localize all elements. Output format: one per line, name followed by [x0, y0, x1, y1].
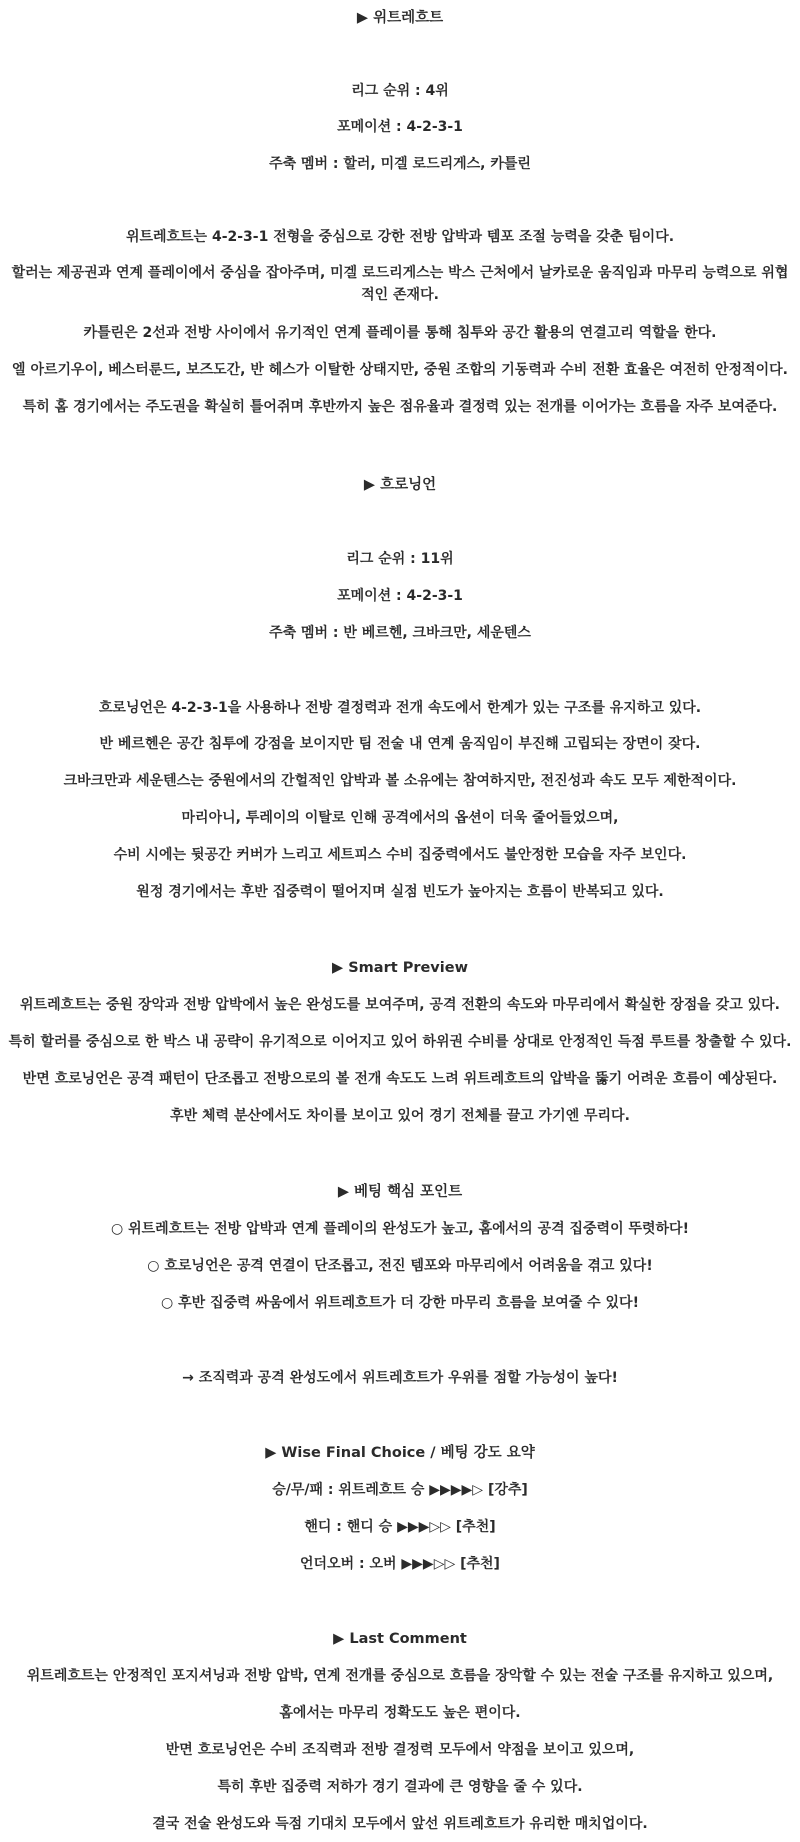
utrecht-league-rank: 리그 순위 : 4위 — [351, 83, 449, 99]
utrecht-paragraph: 할러는 제공권과 연계 플레이에서 중심을 잡아주며, 미겔 로드리게스는 박스 근처에서 날카로운 움직임과 마무리 능력으로 위협적인 존재다. — [11, 265, 789, 303]
preview-paragraph: 특히 할러를 중심으로 한 박스 내 공략이 유기적으로 이어지고 있어 하위권 수비를 상대로 안정적인 득점 루트를 창출할 수 있다. — [8, 1034, 792, 1050]
pick-win-draw-loss: 승/무/패 : 위트레흐트 승 ▶▶▶▶▷ [강추] — [272, 1482, 528, 1498]
comment-paragraph: 결국 전술 완성도와 득점 기대치 모두에서 앞선 위트레흐트가 유리한 매치업이다. — [152, 1816, 648, 1832]
betting-point: ○ 후반 집중력 싸움에서 위트레흐트가 더 강한 마무리 흐름을 보여줄 수 있다! — [161, 1295, 639, 1311]
groningen-key-players: 주축 멤버 : 반 베르헨, 크바크만, 세운텐스 — [269, 625, 531, 641]
preview-paragraph: 후반 체력 분산에서도 차이를 보이고 있어 경기 전체를 끌고 가기엔 무리다. — [170, 1108, 630, 1124]
utrecht-key-players: 주축 멤버 : 할러, 미겔 로드리게스, 카틀린 — [269, 156, 531, 172]
betting-point: ○ 흐로닝언은 공격 연결이 단조롭고, 전진 템포와 마무리에서 어려움을 겪고 있다! — [147, 1258, 653, 1274]
preview-paragraph: 반면 흐로닝언은 공격 패턴이 단조롭고 전방으로의 볼 전개 속도도 느려 위트레흐트의 압박을 뚫기 어려운 흐름이 예상된다. — [22, 1071, 778, 1087]
utrecht-paragraph: 카틀린은 2선과 전방 사이에서 유기적인 연계 플레이를 통해 침투와 공간 활용의 연결고리 역할을 한다. — [83, 325, 717, 341]
section-heading-groningen: ▶ 흐로닝언 — [363, 477, 437, 493]
section-heading-smart-preview: ▶ Smart Preview — [332, 960, 468, 976]
pick-over-under: 언더오버 : 오버 ▶▶▶▷▷ [추천] — [300, 1556, 500, 1572]
section-heading-last-comment: ▶ Last Comment — [333, 1631, 467, 1647]
groningen-paragraph: 수비 시에는 뒷공간 커버가 느리고 세트피스 수비 집중력에서도 불안정한 모습을 자주 보인다. — [113, 847, 687, 863]
groningen-paragraph: 크바크만과 세운텐스는 중원에서의 간헐적인 압박과 볼 소유에는 참여하지만, 전진성과 속도 모두 제한적이다. — [63, 773, 737, 789]
comment-paragraph: 반면 흐로닝언은 수비 조직력과 전방 결정력 모두에서 약점을 보이고 있으며, — [165, 1742, 635, 1758]
utrecht-paragraph: 엘 아르기우이, 베스터룬드, 보즈도간, 반 헤스가 이탈한 상태지만, 중원 조합의 기동력과 수비 전환 효율은 여전히 안정적이다. — [12, 362, 788, 378]
comment-paragraph: 위트레흐트는 안정적인 포지셔닝과 전방 압박, 연계 전개를 중심으로 흐름을 장악할 수 있는 전술 구조를 유지하고 있으며, — [26, 1668, 774, 1684]
groningen-paragraph: 흐로닝언은 4-2-3-1을 사용하나 전방 결정력과 전개 속도에서 한계가 있는 구조를 유지하고 있다. — [98, 700, 702, 716]
comment-paragraph: 홈에서는 마무리 정확도도 높은 편이다. — [279, 1705, 521, 1721]
betting-point: ○ 위트레흐트는 전방 압박과 연계 플레이의 완성도가 높고, 홈에서의 공격 집중력이 뚜렷하다! — [111, 1221, 689, 1237]
utrecht-formation: 포메이션 : 4-2-3-1 — [337, 119, 463, 135]
groningen-formation: 포메이션 : 4-2-3-1 — [337, 588, 463, 604]
comment-paragraph: 특히 후반 집중력 저하가 경기 결과에 큰 영향을 줄 수 있다. — [217, 1779, 583, 1795]
groningen-paragraph: 반 베르헨은 공간 침투에 강점을 보이지만 팀 전술 내 연계 움직임이 부진해 고립되는 장면이 잦다. — [99, 736, 701, 752]
section-heading-final-choice: ▶ Wise Final Choice / 베팅 강도 요약 — [265, 1445, 535, 1461]
betting-conclusion: → 조직력과 공격 완성도에서 위트레흐트가 우위를 점할 가능성이 높다! — [182, 1370, 618, 1386]
section-heading-utrecht: ▶ 위트레흐트 — [356, 10, 444, 26]
groningen-paragraph: 마리아니, 투레이의 이탈로 인해 공격에서의 옵션이 더욱 줄어들었으며, — [181, 810, 619, 826]
groningen-paragraph: 원정 경기에서는 후반 집중력이 떨어지며 실점 빈도가 높아지는 흐름이 반복되고 있다. — [136, 884, 664, 900]
utrecht-paragraph: 위트레흐트는 4-2-3-1 전형을 중심으로 강한 전방 압박과 템포 조절 능력을 갖춘 팀이다. — [125, 229, 675, 245]
utrecht-paragraph: 특히 홈 경기에서는 주도권을 확실히 틀어쥐며 후반까지 높은 점유율과 결정력 있는 전개를 이어가는 흐름을 자주 보여준다. — [22, 399, 778, 415]
section-heading-betting-points: ▶ 베팅 핵심 포인트 — [337, 1184, 463, 1200]
pick-handicap: 핸디 : 핸디 승 ▶▶▶▷▷ [추천] — [304, 1519, 496, 1535]
preview-paragraph: 위트레흐트는 중원 장악과 전방 압박에서 높은 완성도를 보여주며, 공격 전환의 속도와 마무리에서 확실한 장점을 갖고 있다. — [20, 997, 780, 1013]
groningen-league-rank: 리그 순위 : 11위 — [346, 551, 454, 567]
